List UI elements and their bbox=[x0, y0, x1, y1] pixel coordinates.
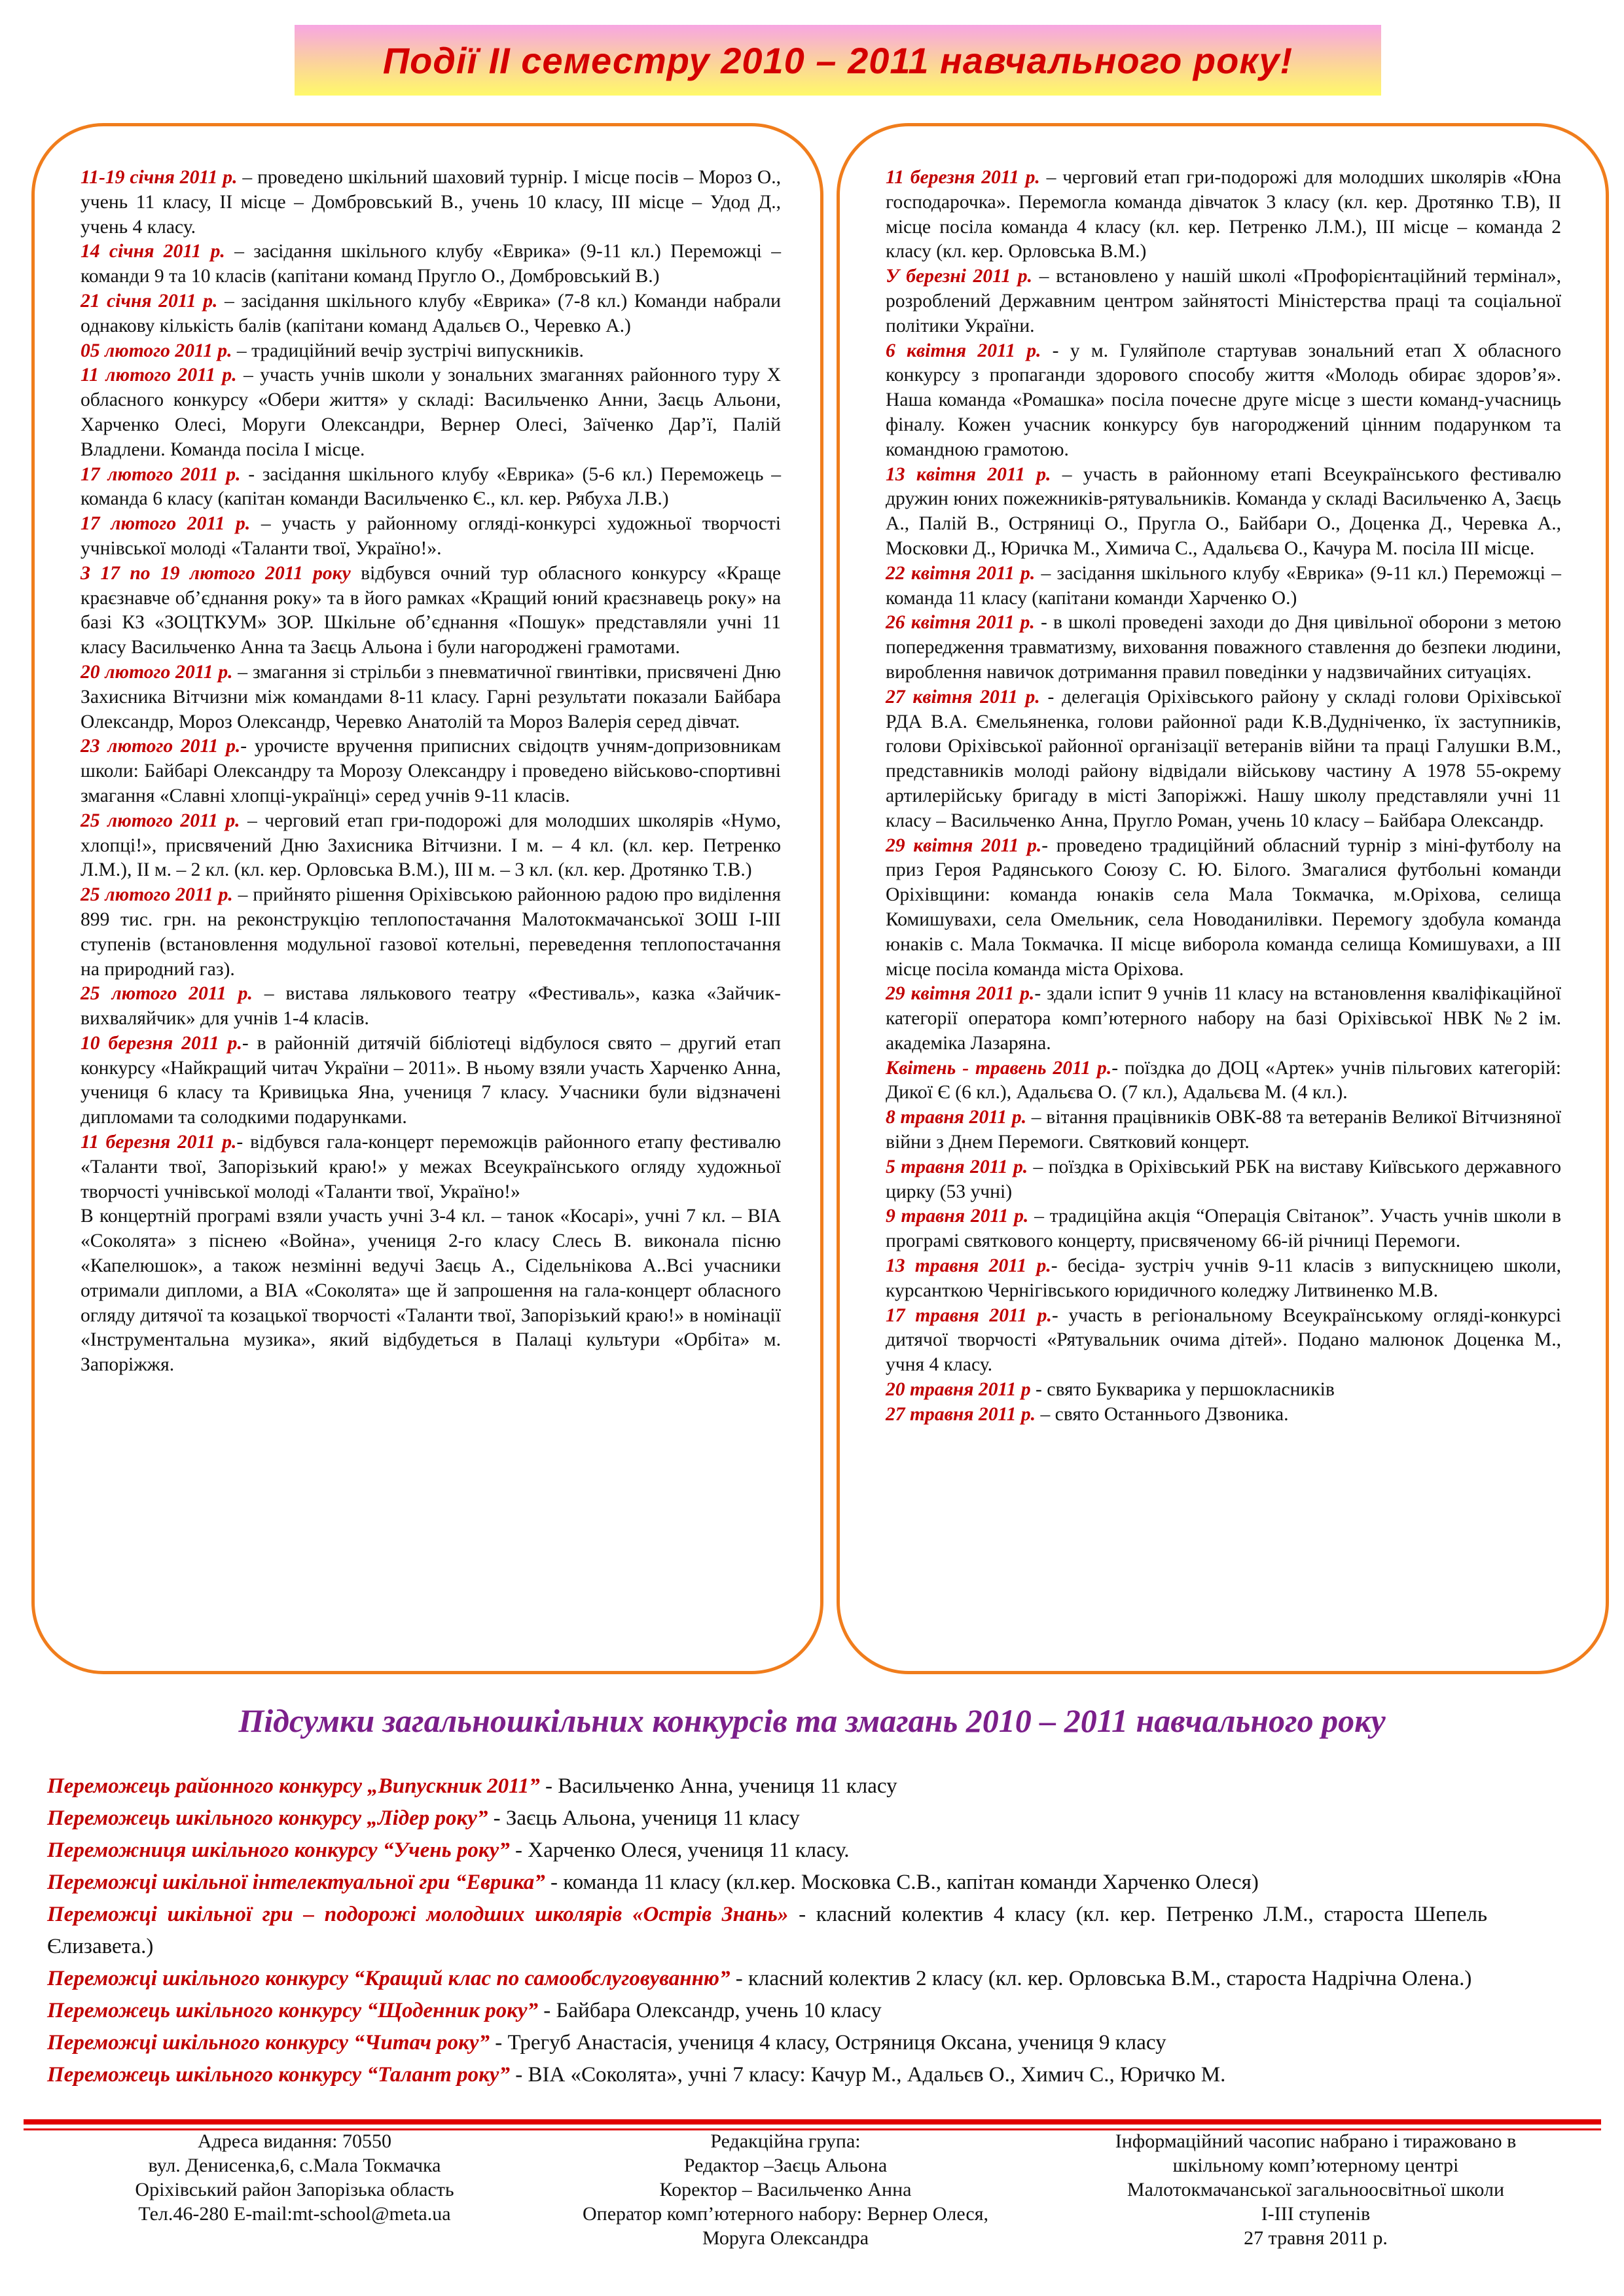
footer-line: Тел.46-280 E-mail:mt-school@meta.ua bbox=[138, 2203, 451, 2225]
event-date: 10 березня 2011 р. bbox=[81, 1032, 242, 1054]
footer-info bbox=[1047, 2129, 1584, 2250]
event-date: 26 квітня 2011 р. bbox=[886, 612, 1035, 634]
result-entry bbox=[47, 1963, 1487, 1995]
result-winner: Переможниця шкільного конкурсу “Учень року” bbox=[47, 1839, 510, 1862]
event-entry bbox=[81, 562, 781, 660]
event-text: – прийнято рішення Оріхівською районною радою про виділення 899 тис. грн. на реконструкцію теплопостачання Малотокмачанської ЗОШ І-ІІІ ступенів (встановлення модульної газової котельні, переведення теплопостачання на природний газ). bbox=[81, 884, 781, 980]
event-date: 25 лютого 2011 р. bbox=[81, 884, 233, 906]
result-winner: Переможці шкільного конкурсу “Кращий клас по самообслуговуванню” bbox=[47, 1967, 731, 1990]
event-entry bbox=[81, 1031, 781, 1130]
event-date: 23 лютого 2011 р. bbox=[81, 736, 241, 757]
event-text: – черговий етап гри-подорожі для молодших школярів «Юна господарочка». Перемогла команда дівчаток 3 класу (кл. кер. Дротянко Т.В), ІІ місце посіла команда 4 класу (кл. кер. Петренко Л.М.), ІІІ місце – команда 2 класу (кл. кер. Орловська В.М.) bbox=[886, 167, 1561, 262]
event-text: - свято Букварика у першокласників bbox=[1030, 1379, 1335, 1401]
events-column-right bbox=[837, 123, 1609, 1674]
page-title: Події ІІ семестру 2010 – 2011 навчального року! bbox=[382, 39, 1293, 81]
footer-line: Оріхівський район Запорізька область bbox=[135, 2179, 454, 2200]
event-entry bbox=[81, 339, 781, 364]
result-winner: Переможці шкільної гри – подорожі молодших школярів «Острів Знань» bbox=[47, 1903, 789, 1926]
event-entry bbox=[81, 166, 781, 240]
event-text: - у м. Гуляйполе стартував зональний етап Х обласного конкурсу з пропаганди здорового способу життя «Молодь обирає здоров’я». Наша команда «Ромашка» посіла почесне друге місце з шести команд-учасниць фіналу. Кожен учасник конкурсу був нагороджений цінним подарунком та командною грамотою. bbox=[886, 340, 1561, 460]
event-text: - засідання шкільного клубу «Еврика» (5-6 кл.) Переможець – команда 6 класу (капітан команди Васильченко Є., кл. кер. Рябуха Л.В.) bbox=[81, 463, 781, 510]
event-text: - урочисте вручення приписних свідоцтв учням-допризовникам школи: Байбарі Олександру та Морозу Олександру і проведено військово-спортивні змагання «Славні хлопці-українці» серед учнів 9-11 класів. bbox=[81, 736, 781, 806]
event-text: В концертній програмі взяли участь учні 3-4 кл. – танок «Косарі», учні 7 кл. – ВІА «Соколята» з піснею «Война», учениця 2-го класу Слесь В. виконала пісню «Капелюшок», а також незмінні ведучі Заєць А., Сідельнікова А..Всі учасники отримали дипломи, а ВІА «Соколята» ще й запрошення на гала-концерт обласного огляду дитячої та козацької творчості «Таланти твої, Запорізький краю!» в номінації «Інструментальна музика», який відбудеться в Палаці культури «Орбіта» м. Запоріжжя. bbox=[81, 1206, 781, 1376]
event-date: 20 лютого 2011 р. bbox=[81, 661, 233, 683]
event-text: - в школі проведені заходи до Дня цивільної оборони з метою попередження травматизму, виховання поважного ставлення до безпеки людини, вироблення навичок дотримання правил поведінки у надзвичайних ситуаціях. bbox=[886, 612, 1561, 683]
event-entry bbox=[81, 809, 781, 883]
events-list-left bbox=[81, 166, 781, 1378]
event-text: - в районній дитячій бібліотеці відбулося свято – другий етап конкурсу «Найкращий читач України – 2011». В ньому взяли участь Харченко Анна, учениця 6 класу та Кривицька Яна, учениця 7 класу. Учасники були відзначені дипломами та солодкими подарунками. bbox=[81, 1032, 781, 1128]
footer-line: Редакційна група: bbox=[710, 2130, 861, 2152]
event-text: – встановлено у нашій школі «Профорієнтаційний термінал», розроблений Державним центром зайнятості Міністерства праці та соціальної політики України. bbox=[886, 266, 1561, 336]
footer-line: Коректор – Васильченко Анна bbox=[659, 2179, 912, 2200]
summary-title: Підсумки загальношкільних конкурсів та змагань 2010 – 2011 навчального року bbox=[238, 1702, 1386, 1739]
result-entry bbox=[47, 2059, 1487, 2091]
event-entry bbox=[81, 883, 781, 982]
footer-line: 27 травня 2011 р. bbox=[1244, 2227, 1388, 2249]
footer-line: Інформаційний часопис набрано і тиражовано в bbox=[1115, 2130, 1517, 2152]
event-date: У березні 2011 р. bbox=[886, 266, 1032, 287]
event-entry bbox=[886, 982, 1561, 1056]
result-text: - класний колектив 4 класу (кл. кер. Петренко Л.М., староста Шепель Єлизавета.) bbox=[47, 1903, 1487, 1958]
event-entry bbox=[81, 240, 781, 289]
footer-editorial bbox=[537, 2129, 1034, 2250]
result-text: - Трегуб Анастасія, учениця 4 класу, Остряниця Оксана, учениця 9 класу bbox=[490, 2031, 1166, 2054]
event-date: 13 квітня 2011 р. bbox=[886, 463, 1051, 485]
event-text: – традиційний вечір зустрічі випускників. bbox=[232, 340, 584, 361]
event-text: – участь у районному огляді-конкурсі художньої творчості учнівської молоді «Таланти твої, Україно!». bbox=[81, 513, 781, 559]
event-date: З 17 по 19 лютого 2011 року bbox=[81, 562, 351, 584]
event-entry bbox=[886, 685, 1561, 834]
result-entry bbox=[47, 1867, 1487, 1899]
event-entry bbox=[81, 982, 781, 1031]
event-date: 9 травня 2011 р. bbox=[886, 1206, 1029, 1227]
event-text: – свято Останнього Дзвоника. bbox=[1036, 1403, 1289, 1425]
result-entry bbox=[47, 1803, 1487, 1835]
event-text: - делегація Оріхівського району у складі голови Оріхівської РДА В.А. Ємельяненка, голови районної ради К.В.Дудніченко, їх заступників, голови Оріхівської районної організації ветеранів війни та праці Галушки В.М., представників молоді району відвідали військову частину А 1978 55-окрему артилерійську бригаду в місті Запоріжжі. Нашу школу представляли учні 11 класу – Васильченко Анна, Пругло Роман, учень 10 класу – Байбара Олександр. bbox=[886, 686, 1561, 831]
event-entry bbox=[886, 611, 1561, 685]
event-entry bbox=[886, 166, 1561, 264]
event-text: відбувся очний тур обласного конкурсу «Краще краєзнавче об’єднання року» та в його рамках «Кращий юний краєзнавець року» на базі КЗ «ЗОЦТКУМ» ЗОР. Шкільне об’єднання «Пошук» представляли учні 11 класу Васильченко Анна та Заєць Альона і були нагороджені грамотами. bbox=[81, 562, 781, 658]
event-text: – засідання шкільного клубу «Еврика» (9-11 кл.) Переможці – команда 11 класу (капітани команди Харченко О.) bbox=[886, 562, 1561, 609]
result-text: - Васильченко Анна, учениця 11 класу bbox=[539, 1774, 897, 1798]
results-list bbox=[47, 1770, 1487, 2091]
event-date: 11 березня 2011 р. bbox=[886, 167, 1040, 188]
event-entry bbox=[886, 1304, 1561, 1378]
event-text: – вітання працівників ОВК-88 та ветеранів Великої Вітчизняної війни з Днем Перемоги. Святковий концерт. bbox=[886, 1107, 1561, 1153]
event-text: - бесіда- зустріч учнів 9-11 класів з випускницею школи, курсанткою Чернігівського юридичного коледжу Литвиненко М.В. bbox=[886, 1255, 1561, 1301]
event-date: 14 січня 2011 р. bbox=[81, 241, 225, 262]
footer-line: Редактор –Заєць Альона bbox=[683, 2155, 888, 2176]
event-date: 22 квітня 2011 р. bbox=[886, 562, 1036, 584]
event-entry bbox=[886, 339, 1561, 463]
event-text: - здали іспит 9 учнів 11 класу на встановлення кваліфікаційної категорії оператора комп’ютерного набору на базі Оріхівської НВК №2 ім. академіка Лазаряна. bbox=[886, 983, 1561, 1054]
result-winner: Переможець районного конкурсу „Випускник 2011” bbox=[47, 1774, 540, 1798]
event-date: 6 квітня 2011 р. bbox=[886, 340, 1041, 361]
event-entry bbox=[81, 734, 781, 808]
event-text: – засідання шкільного клубу «Еврика» (9-11 кл.) Переможці – команди 9 та 10 класів (капітани команд Пругло О., Домбровський В.) bbox=[81, 241, 781, 287]
result-text: - Байбара Олександр, учень 10 класу bbox=[538, 1999, 882, 2022]
event-date: 29 квітня 2011 р. bbox=[886, 834, 1042, 856]
event-entry bbox=[886, 463, 1561, 562]
event-entry bbox=[886, 1155, 1561, 1205]
event-entry bbox=[81, 1204, 781, 1378]
event-text: – участь учнів школи у зональних змаганнях районного туру Х обласного конкурсу «Обери життя» у складі: Васильченко Анни, Заєць Альони, Харченко Олесі, Моруги Олександри, Вернер Олесі, Заїченко Дар’ї, Палій Владлени. Команда посіла І місце. bbox=[81, 365, 781, 460]
title-banner bbox=[295, 25, 1381, 96]
event-text: – поїздка в Оріхівський РБК на виставу Київського державного цирку (53 учні) bbox=[886, 1156, 1561, 1202]
event-entry bbox=[886, 1403, 1561, 1427]
event-entry bbox=[81, 512, 781, 562]
result-entry bbox=[47, 1899, 1487, 1963]
event-date: 29 квітня 2011 р. bbox=[886, 983, 1035, 1005]
event-entry bbox=[81, 289, 781, 339]
result-winner: Переможець шкільного конкурсу “Щоденник року” bbox=[47, 1999, 539, 2022]
result-text: - команда 11 класу (кл.кер. Московка С.В., капітан команди Харченко Олеся) bbox=[545, 1871, 1259, 1894]
result-winner: Переможець шкільного конкурсу „Лідер року” bbox=[47, 1806, 488, 1830]
event-date: 27 квітня 2011 р. bbox=[886, 686, 1040, 708]
event-text: – участь в районному етапі Всеукраїнського фестивалю дружин юних пожежників-рятувальників. Команда у складі Васильченко А, Заєць А., Палій В., Остряниці О., Пругла О., Байбари О., Доценка Д., Черевка А., Московки Д., Юричка М., Химича С., Адальєва О., Качура М. посіла ІІІ місце. bbox=[886, 463, 1561, 559]
event-date: 8 травня 2011 р. bbox=[886, 1107, 1027, 1128]
footer-line: вул. Денисенка,6, с.Мала Токмачка bbox=[148, 2155, 441, 2176]
result-entry bbox=[47, 2027, 1487, 2059]
event-text: - поїздка до ДОЦ «Артек» учнів пільгових категорій: Дикої Є (6 кл.), Адальєва О. (7 кл.), Адальєва М. (4 кл.). bbox=[886, 1057, 1561, 1103]
result-winner: Переможець шкільного конкурсу “Талант року” bbox=[47, 2063, 510, 2087]
event-text: - відбувся гала-концерт переможців районного етапу фестивалю «Таланти твої, Запорізький краю!» у межах Всеукраїнського огляду художньої творчості учнівської молоді «Таланти твої, Україно!» bbox=[81, 1132, 782, 1202]
event-entry bbox=[81, 463, 781, 512]
result-winner: Переможці шкільного конкурсу “Читач року” bbox=[47, 2031, 490, 2054]
event-date: 11 лютого 2011 р. bbox=[81, 365, 237, 386]
event-entry bbox=[886, 1254, 1561, 1304]
event-date: 17 лютого 2011 р. bbox=[81, 513, 251, 535]
result-text: - ВІА «Соколята», учні 7 класу: Качур М., Адальєв О., Химич С., Юричко М. bbox=[509, 2063, 1226, 2087]
event-date: 21 січня 2011 р. bbox=[81, 290, 218, 312]
event-entry bbox=[886, 1378, 1561, 1403]
footer-line: Оператор комп’ютерного набору: Вернер Олеся, bbox=[582, 2203, 989, 2225]
event-entry bbox=[886, 1204, 1561, 1254]
footer-line: Адреса видання: 70550 bbox=[197, 2130, 392, 2152]
event-entry bbox=[81, 660, 781, 734]
footer-line: шкільному комп’ютерному центрі bbox=[1172, 2155, 1459, 2176]
footer-divider bbox=[24, 2119, 1601, 2125]
event-date: 27 травня 2011 р. bbox=[886, 1403, 1036, 1425]
event-text: – вистава лялькового театру «Фестиваль», казка «Зайчик-вихваляйчик» для учнів 1-4 класів. bbox=[81, 983, 781, 1030]
event-text: - проведено традиційний обласний турнір з міні-футболу на приз Героя Радянського Союзу С. Ю. Білого. Змагалися футбольні команди Оріхівщини: команда юнаків села Мала Токмачка, м.Оріхова, селища Комишувахи, села Омельник, села Новоданилівки. Перемогу здобула команда юнаків с. Мала Токмачка. ІІ місце виборола команда селища Комишувахи, а ІІІ місце посіла команда міста Оріхова. bbox=[886, 834, 1561, 980]
event-entry bbox=[886, 834, 1561, 982]
events-column-left bbox=[31, 123, 823, 1674]
result-text: - Харченко Олеся, учениця 11 класу. bbox=[509, 1839, 850, 1862]
result-entry bbox=[47, 1770, 1487, 1803]
result-winner: Переможці шкільної інтелектуальної гри “Еврика” bbox=[47, 1871, 545, 1894]
footer-line: Моруга Олександра bbox=[702, 2227, 869, 2249]
result-entry bbox=[47, 1835, 1487, 1867]
event-text: – засідання шкільного клубу «Еврика» (7-8 кл.) Команди набрали однакову кількість балів (капітани команд Адальєв О., Черевко А.) bbox=[81, 290, 781, 336]
event-entry bbox=[81, 1130, 781, 1204]
result-text: - Заєць Альона, учениця 11 класу bbox=[488, 1806, 800, 1830]
result-text: - класний колектив 2 класу (кл. кер. Орловська В.М., староста Надрічна Олена.) bbox=[730, 1967, 1472, 1990]
event-date: 25 лютого 2011 р. bbox=[81, 983, 253, 1005]
event-date: 5 травня 2011 р. bbox=[886, 1156, 1028, 1177]
event-text: – проведено шкільний шаховий турнір. І місце посів – Мороз О., учень 11 класу, ІІ місце – Домбровський В., учень 10 класу, ІІІ місце – Удод Д., учень 4 класу. bbox=[81, 167, 782, 238]
event-date: Квітень - травень 2011 р. bbox=[886, 1057, 1112, 1079]
event-date: 11-19 січня 2011 р. bbox=[81, 167, 238, 188]
event-date: 13 травня 2011 р. bbox=[886, 1255, 1051, 1277]
footer-address bbox=[65, 2129, 524, 2226]
event-text: - участь в регіональному Всеукраїнському огляді-конкурсі дитячої творчості «Рятувальник очима дітей». Подано малюнок Доценка М., учня 4 класу. bbox=[886, 1304, 1561, 1376]
event-date: 17 травня 2011 р. bbox=[886, 1304, 1052, 1326]
events-list-right bbox=[886, 166, 1561, 1427]
footer-line: Малотокмачанської загальноосвітньої школи bbox=[1127, 2179, 1505, 2200]
event-entry bbox=[81, 363, 781, 462]
event-entry bbox=[886, 562, 1561, 611]
event-date: 11 березня 2011 р. bbox=[81, 1132, 237, 1153]
event-entry bbox=[886, 264, 1561, 338]
event-text: – традиційна акція “Операція Світанок”. Участь учнів школи в програмі святкового концерту, присвяченому 66-ій річниці Перемоги. bbox=[886, 1206, 1561, 1252]
footer-line: І-ІІІ ступенів bbox=[1261, 2203, 1371, 2225]
event-text: – змагання зі стрільби з пневматичної гвинтівки, присвячені Дню Захисника Вітчизни між командами 8-11 класу. Гарні результати показали Байбара Олександр, Мороз Олександр, Черевко Анатолій та Мороз Валерія серед дівчат. bbox=[81, 661, 781, 732]
event-text: – черговий етап гри-подорожі для молодших школярів «Нумо, хлопці!», присвячений Дню Захисника Вітчизни. І м. – 4 кл. (кл. кер. Петренко Л.М.), ІІ м. – 2 кл. (кл. кер. Орловська В.М.), ІІІ м. – 3 кл. (кл. кер. Дротянко Т.В.) bbox=[81, 810, 781, 881]
event-date: 05 лютого 2011 р. bbox=[81, 340, 232, 361]
event-date: 17 лютого 2011 р. bbox=[81, 463, 241, 485]
event-date: 20 травня 2011 р bbox=[886, 1379, 1031, 1401]
result-entry bbox=[47, 1995, 1487, 2027]
event-entry bbox=[886, 1105, 1561, 1155]
event-date: 25 лютого 2011 р. bbox=[81, 810, 240, 831]
event-entry bbox=[886, 1056, 1561, 1106]
